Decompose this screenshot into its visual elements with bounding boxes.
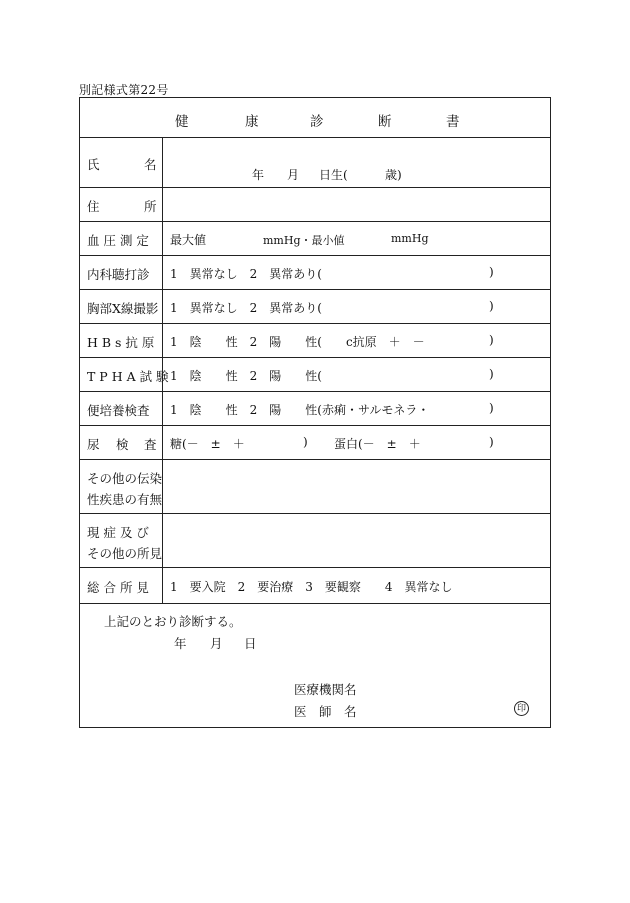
age-label: 歳) [385,168,402,182]
title-char-4: 断 [378,114,392,130]
stool-culture-row [80,392,550,426]
diagnosis-year-label: 年 [174,636,187,651]
internal-exam-close: ) [489,265,494,279]
birth-year-label: 年 [252,168,265,182]
doctor-name-label: 医 師 名 [294,704,357,719]
tpha-test-label: T P H A 試 験 [87,369,169,384]
urine-protein-close: ) [489,435,494,449]
infectious-disease-label: その他の伝染 性疾患の有無 [87,471,163,507]
internal-exam-row [80,256,550,290]
hbs-antigen-options: 1 陰 性 2 陽 性( c抗原 ＋ － [170,335,425,349]
diagnosis-statement: 上記のとおり診断する。 [104,614,242,629]
form-number: 別記様式第22号 [79,83,169,97]
chest-xray-row [80,290,550,324]
bp-unit-min-label: mmHg・最小値 [263,234,345,247]
form-title [80,98,550,138]
urine-sugar-close: ) [303,435,308,449]
tpha-test-options: 1 陰 性 2 陽 性( [170,369,322,383]
blood-pressure-row [80,222,550,256]
hbs-antigen-row [80,324,550,358]
urine-test-label: 尿 検 査 [87,437,157,452]
title-char-3: 診 [310,114,324,130]
diagnosis-month-label: 月 [210,636,223,651]
chest-xray-options: 1 異常なし 2 異常あり( [170,301,322,315]
overall-findings-label: 総 合 所 見 [87,580,149,595]
bp-unit-label: mmHg [391,232,429,245]
bp-max-label: 最大値 [170,233,207,247]
title-char-5: 書 [446,114,460,130]
stool-culture-close: ) [489,401,494,415]
stool-culture-label: 便培養検査 [87,403,150,418]
hbs-antigen-close: ) [489,333,494,347]
health-certificate-form [79,97,551,728]
chest-xray-label: 胸部X線撮影 [87,301,159,316]
overall-findings-row [80,568,550,604]
birth-day-label: 日生( [319,168,348,182]
name-row [80,138,550,188]
internal-exam-options: 1 異常なし 2 異常あり( [170,267,322,281]
stool-culture-options: 1 陰 性 2 陽 性(赤痢・サルモネラ・ [170,403,430,417]
name-label: 氏 名 [87,157,157,172]
symptoms-label: 現 症 及 び その他の所見 [87,525,163,561]
title-char-1: 健 [175,114,189,130]
internal-exam-label: 内科聴打診 [87,267,150,282]
address-label: 住 所 [87,199,157,214]
symptoms-row [80,514,550,568]
tpha-test-row [80,358,550,392]
birth-month-label: 月 [287,168,300,182]
urine-protein-options: 蛋白(－ ± ＋ [334,437,421,451]
title-char-2: 康 [245,114,259,130]
hbs-antigen-label: H B s 抗 原 [87,335,155,350]
blood-pressure-label: 血 圧 測 定 [87,233,149,248]
urine-sugar-options: 糖(－ ± ＋ [170,437,245,451]
infectious-disease-row [80,460,550,514]
urine-test-row [80,426,550,460]
chest-xray-close: ) [489,299,494,313]
tpha-test-close: ) [489,367,494,381]
institution-name-label: 医療機関名 [294,682,357,697]
address-row [80,188,550,222]
diagnosis-day-label: 日 [244,636,257,651]
seal-mark-icon: 印 [514,701,529,716]
overall-findings-options: 1 要入院 2 要治療 3 要観察 4 異常なし [170,580,453,594]
